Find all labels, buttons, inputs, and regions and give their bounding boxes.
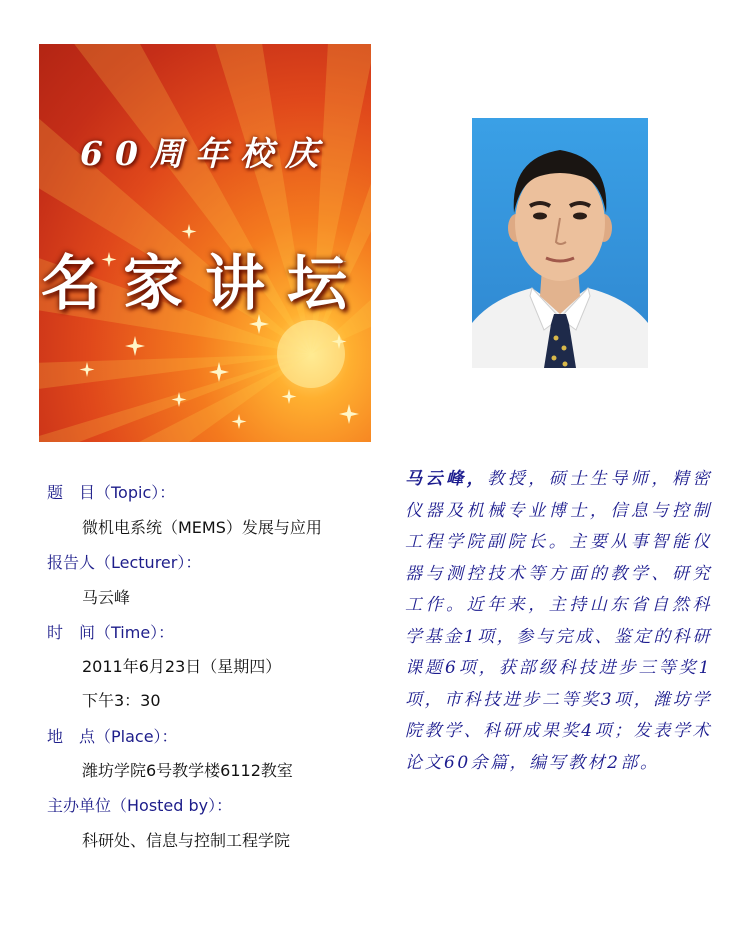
time-label: 时 间（Time）： bbox=[47, 623, 175, 642]
speaker-photo bbox=[472, 118, 648, 368]
host-label: 主办单位（Hosted by）： bbox=[47, 796, 233, 815]
host-value: 科研处、信息与控制工程学院 bbox=[82, 831, 291, 850]
forum-title: 名家讲坛 bbox=[41, 249, 369, 319]
lecturer-value: 马云峰 bbox=[82, 588, 131, 607]
portrait-image bbox=[472, 118, 648, 368]
lecture-banner bbox=[39, 44, 371, 442]
bio-text: 教授，硕士生导师，精密仪器及机械专业博士，信息与控制工程学院副院长。主要从事智能仪器与测控技术等方面的教学、研究工作。近年来，主持山东省自然科学基金1项，参与完成、鉴定的科研课题6项，获部级科技进步三等奖1项，市科技进步二等奖3项，潍坊学院教学、科研成果奖4项；发表学术论文60余篇，编写教材2部。 bbox=[405, 469, 713, 773]
time-date-value: 2011年6月23日（星期四） bbox=[82, 657, 282, 676]
topic-value: 微机电系统（MEMS）发展与应用 bbox=[82, 518, 322, 537]
place-label: 地 点（Place）： bbox=[47, 727, 178, 746]
bio-speaker-name: 马云峰， bbox=[405, 469, 488, 489]
lecturer-label: 报告人（Lecturer）： bbox=[47, 553, 202, 572]
place-value: 潍坊学院6号教学楼6112教室 bbox=[82, 761, 293, 780]
speaker-bio bbox=[405, 464, 712, 779]
anniversary-title: 60周年校庆 bbox=[80, 134, 330, 173]
topic-label: 题 目（Topic）： bbox=[47, 483, 176, 502]
time-hour-value: 下午3：30 bbox=[82, 691, 161, 710]
